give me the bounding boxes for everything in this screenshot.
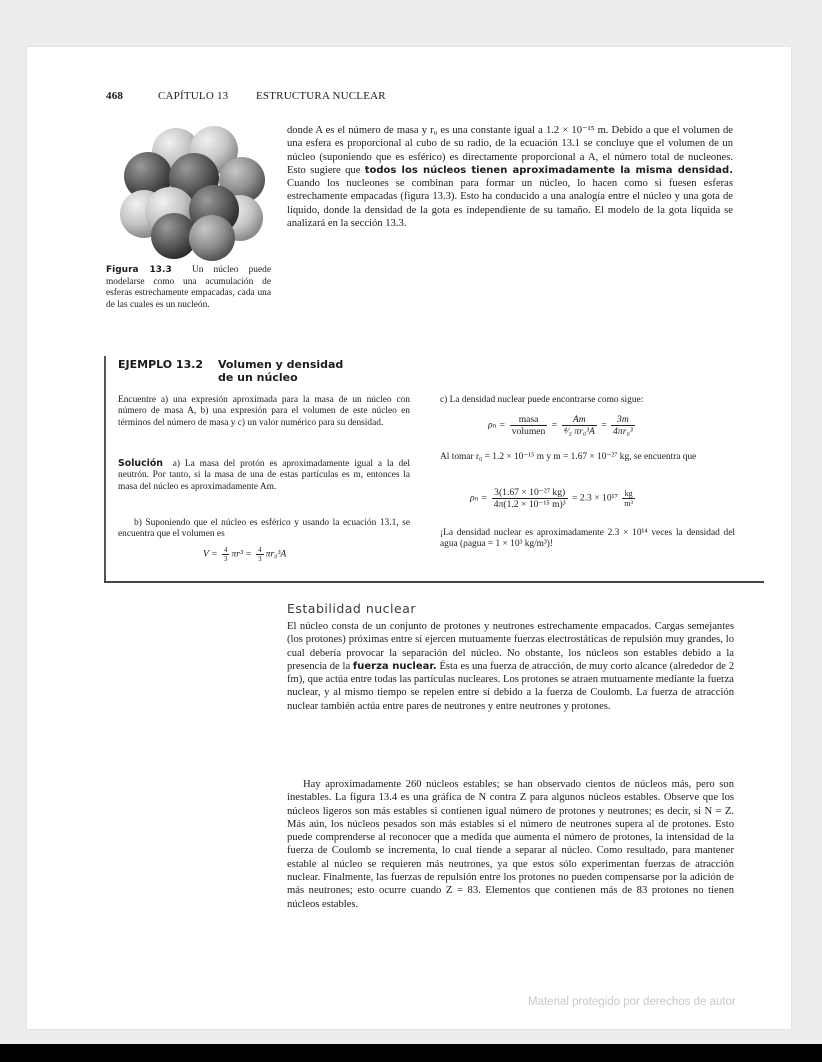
frac-num: 4 (223, 546, 228, 554)
eq-rho-lhs: ρₙ = (470, 492, 488, 504)
intro-text-end: Cuando los nucleones se combinan para formar un núcleo, lo hacen como si fuesen esferas estrechamente empacadas (figura 13.3). Esto ha conducido a una analogía entre el núcleo y una gota de líquido, donde la densidad de la gota es independiente de su tamaño. El modelo de la gota líquida se analizará en la sección 13.3. (287, 178, 733, 230)
fraction-four-thirds-2 (256, 546, 264, 563)
section-paragraph-2: Hay aproximadamente 260 núcleos estables; se han observado cientos de núcleos más, pero son inestables. La figura 13.4 es una gráfica de N contra Z para algunos núcleos estables. Observe que los núcleos ligeros son más estables si contienen igual número de protones y neutrones; es decir, si N = Z. Más aún, los núcleos pesados son más estables si el número de neutrones supera al de protones. Esto puede comprenderse al reconocer que a medida que aumenta el número de protones, la intensidad de la fuerza de Coulomb se incrementa, lo cual tiende a separar al núcleo. Como resultado, para mantener estable al núcleo se requieren más neutrones, ya que estos sólo experimentan fuerzas de atracción nuclear. Finalmente, las fuerzas de repulsión entre los protones no pueden compensarse por la adición de más neutrones; esto ocurre cuando Z = 83. Elementos que contienen más de 83 protones no tienen núcleos estables. (287, 779, 734, 910)
example-title: Volumen y densidad de un núcleo (218, 358, 344, 384)
chapter-label: CAPÍTULO 13 (158, 90, 229, 102)
eq-v-lhs: V = (203, 548, 218, 560)
frac-num: 3(1.67 × 10⁻²⁷ kg) (492, 487, 568, 499)
frac-numeric (492, 487, 568, 510)
figure-caption-text: Un núcleo puede modelarse como una acumulación de esferas estrechamente empacadas, cada una de las cuales es un nucleón. (106, 265, 271, 310)
intro-bold-text: todos los núcleos tienen aproximadamente la misma densidad. (364, 164, 733, 176)
nucleus-spheres-figure (118, 124, 270, 262)
frac-den: m³ (624, 499, 633, 508)
eq-rho-lhs: ρₙ = (488, 419, 506, 431)
figure-label: Figura 13.3 (106, 265, 172, 275)
frac-num: kg (622, 489, 635, 499)
figure-caption (106, 265, 271, 311)
taking-values: Al tomar r₀ = 1.2 × 10⁻¹⁵ m y m = 1.67 × 10⁻²⁷ kg, se encuentra que (440, 452, 697, 462)
frac-3m (611, 414, 635, 437)
frac-den: 4πr₀³ (613, 426, 633, 437)
eq-v-rhs1: πr³ = (231, 548, 252, 560)
section-heading: Estabilidad nuclear (287, 601, 417, 616)
numeric-density-equation (470, 487, 637, 510)
section-paragraph-1 (287, 620, 734, 713)
frac-num: masa (510, 414, 548, 426)
solution-b: b) Suponiendo que el núcleo es esférico y usando la ecuación 13.1, se encuentra que el volumen es (118, 518, 410, 540)
p1-text-end: Ésta es una fuerza de atracción, de muy corto alcance (alrededor de 2 fm), que actúa entre todas las partículas nucleares. Los protones se atraen mutuamente mediante la fuerza nuclear, y al mismo tiempo se repelen entre sí debido a la fuerza de Coulomb. La fuerza de atracción nuclear también actúa entre pares de neutrones y entre neutrones y protones. (287, 660, 734, 712)
frac-den: volumen (511, 426, 546, 437)
frac-num: 3m (611, 414, 635, 426)
solution-a-text: a) La masa del protón es aproximadamente igual a la del neutrón. Por tanto, si la masa de una de estas partículas es m, entonces la masa del núcleo es aproximadamente Am. (118, 459, 410, 492)
nucleon-sphere (189, 215, 235, 261)
solution-c: c) La densidad nuclear puede encontrarse como sigue: (440, 395, 644, 405)
bottom-bar (0, 1044, 822, 1062)
solution-label: Solución (118, 458, 163, 469)
eq-result: = 2.3 × 10¹⁷ (572, 492, 618, 504)
p1-text: El núcleo consta de un conjunto de protones y neutrones estrechamente empacados. Cargas semejantes (los protones) próximas entre sí ejercen mutuamente fuerzas electrostáticas de repulsión muy grandes, lo cual debería provocar la separación del núcleo. No obstante, los núcleos son estables debido a la presencia de la (287, 621, 734, 672)
intro-text: donde A es el número de masa y r₀ es una constante igual a 1.2 × 10⁻¹⁵ m. Debido a que el volumen de una esfera es proporcional al cubo de su radio, de la ecuación 13.1 se concluye que el volumen de un núcleo (suponiendo que es esférico) es directamente proporcional a A, el número total de nucleones. Esto sugiere que (287, 125, 733, 176)
example-label: EJEMPLO 13.2 (118, 358, 204, 371)
frac-den: 3 (258, 555, 262, 563)
frac-unit (622, 489, 635, 508)
frac-den: ⁴⁄₃ πr₀³A (563, 426, 595, 437)
page-number: 468 (106, 90, 124, 102)
example-bottom-rule (104, 581, 764, 583)
fraction-four-thirds (222, 546, 230, 563)
frac-den: 4π(1.2 × 10⁻¹⁵ m)³ (493, 499, 566, 510)
example-side-rule (104, 356, 106, 582)
frac-mass-volume (510, 414, 548, 437)
copyright-watermark: Material protegido por derechos de autor (528, 996, 736, 1008)
example-prompt: Encuentre a) una expresión aproximada para la masa de un núcleo con número de masa A, b) una expresión para el volumen de este núcleo en términos del número de masa y c) un valor numérico para su densidad. (118, 395, 410, 428)
frac-den: 3 (223, 555, 228, 563)
example-heading (118, 358, 344, 384)
intro-paragraph (287, 124, 733, 230)
eq-equals: = (551, 419, 558, 431)
frac-num: 4 (258, 546, 262, 554)
solution-a (118, 458, 410, 493)
frac-am (562, 414, 597, 437)
frac-num: Am (562, 414, 597, 426)
chapter-title: ESTRUCTURA NUCLEAR (256, 90, 386, 102)
volume-equation (203, 546, 286, 563)
p1-bold-text: fuerza nuclear. (352, 660, 437, 672)
eq-v-rhs2: πr₀³A (265, 548, 287, 560)
density-conclusion: ¡La densidad nuclear es aproximadamente 2.3 × 10¹⁴ veces la densidad del agua (ρagua = 1 × 10³ kg/m³)! (440, 528, 735, 550)
eq-equals: = (601, 419, 607, 431)
density-equation (488, 414, 637, 437)
